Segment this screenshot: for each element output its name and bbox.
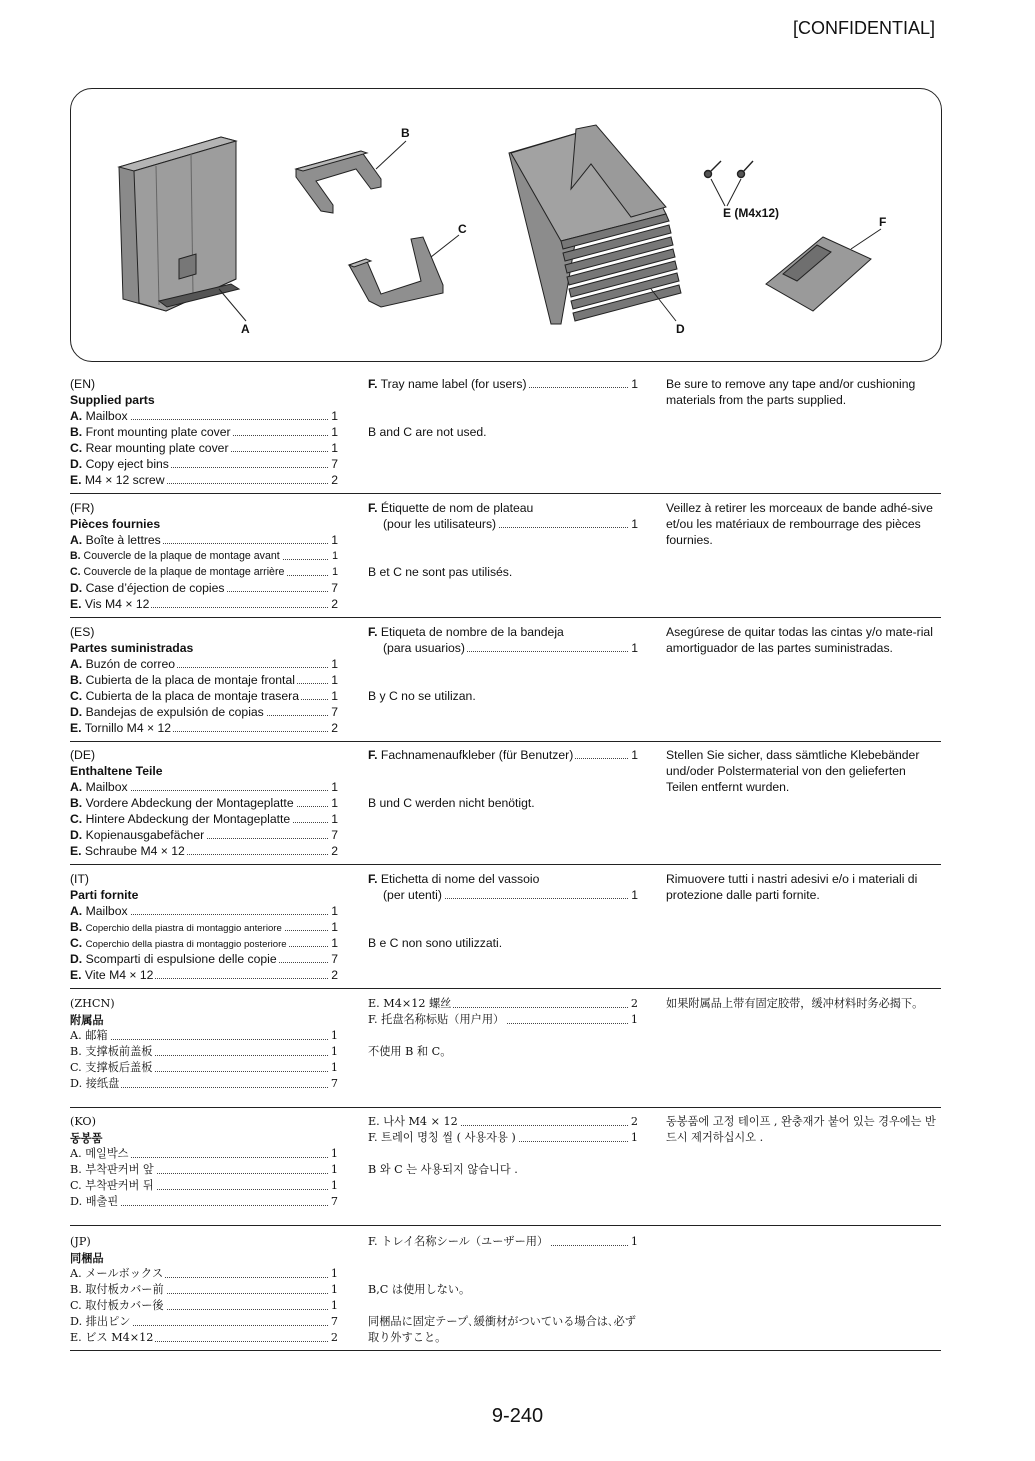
list-item-f: (pour les utilisateurs) 1 — [383, 517, 638, 531]
label-b: B — [401, 126, 410, 140]
list-item: E. Vis M4 × 12 2 — [70, 597, 338, 611]
list-item: C. Rear mounting plate cover 1 — [70, 441, 338, 455]
list-item: B. 取付板カバー前 1 — [70, 1283, 338, 1296]
label-column: F. Etichetta di nome del vassoio (per utenti) 1 B e C non sono utilizzati. — [368, 872, 638, 950]
parts-list — [70, 871, 338, 983]
section-zhcn — [70, 996, 941, 1108]
list-item: F. トレイ名称シール（ユーザー用） 1 — [368, 1235, 638, 1248]
list-item: D. Case d’éjection de copies 7 — [70, 581, 338, 595]
removal-note: 동봉품에 고정 테이프 , 완충재가 붙어 있는 경우에는 반드시 제거하십시오 . — [666, 1115, 936, 1144]
list-item: B. Front mounting plate cover 1 — [70, 425, 338, 439]
list-item: B. Cubierta de la placa de montaje frontal 1 — [70, 673, 338, 687]
not-used-note: 不使用 B 和 C。 — [368, 1045, 452, 1058]
section-title: Supplied parts — [70, 393, 155, 407]
mailbox-drawing — [119, 137, 239, 311]
not-used-note: B e C non sono utilizzati. — [368, 936, 503, 950]
section-title: Parti fornite — [70, 888, 139, 902]
list-item: C. 取付板カバー後 1 — [70, 1299, 338, 1312]
section-it — [70, 871, 941, 989]
section-title: Partes suministradas — [70, 641, 194, 655]
list-item: A. Mailbox 1 — [70, 409, 338, 423]
section-ko — [70, 1114, 941, 1226]
list-item: C. Couvercle de la plaque de montage arrière 1 — [70, 566, 338, 578]
list-item: E. Schraube M4 × 12 2 — [70, 844, 338, 858]
not-used-note: B,C は使用しない。 — [368, 1283, 471, 1296]
list-item: B. 支撑板前盖板 1 — [70, 1045, 338, 1058]
label-column — [368, 1234, 638, 1346]
removal-note: Veillez à retirer les morceaux de bande adhé-sive et/ou les matériaux de rembourrage des pièces fournies. — [666, 501, 933, 547]
list-item: B. Couvercle de la plaque de montage avant 1 — [70, 550, 338, 562]
label-column — [368, 747, 638, 811]
list-item: A. Boîte à lettres 1 — [70, 533, 338, 547]
list-item: D. Scomparti di espulsione delle copie 7 — [70, 952, 338, 966]
list-item: E. Tornillo M4 × 12 2 — [70, 721, 338, 735]
list-item: A. メールボックス 1 — [70, 1267, 338, 1280]
label-c: C — [458, 222, 467, 236]
not-used-note: B y C no se utilizan. — [368, 689, 476, 703]
section-jp — [70, 1234, 941, 1351]
label-a: A — [241, 322, 250, 336]
screws-drawing — [705, 161, 754, 206]
language-code: (ES) — [70, 625, 95, 639]
language-code: (EN) — [70, 377, 96, 391]
list-item: E. 나사 M4 × 12 2 — [368, 1115, 638, 1128]
list-item: F. 트레이 명칭 씰 ( 사용자용 ) 1 — [368, 1131, 638, 1144]
front-plate-cover-drawing — [296, 151, 381, 213]
language-code: (IT) — [70, 872, 89, 886]
list-item: A. Mailbox 1 — [70, 780, 338, 794]
list-item: E. M4 × 12 screw 2 — [70, 473, 338, 487]
language-code: (FR) — [70, 501, 95, 515]
section-title: 동봉품 — [70, 1131, 103, 1145]
removal-note: Rimuovere tutti i nastri adesivi e/o i materiali di protezione dalle parti fornite. — [666, 872, 918, 902]
section-es — [70, 624, 941, 742]
parts-list — [70, 500, 338, 612]
section-en — [70, 376, 941, 494]
language-code: (DE) — [70, 748, 96, 762]
list-item: E. M4×12 螺丝 2 — [368, 997, 638, 1010]
list-item: B. 부착판커버 앞 1 — [70, 1163, 338, 1176]
language-code: (ZHCN) — [70, 997, 115, 1010]
section-title: Pièces fournies — [70, 517, 161, 531]
parts-list — [70, 376, 338, 488]
list-item: C. Cubierta de la placa de montaje trasera 1 — [70, 689, 338, 703]
list-item: C. 支撑板后盖板 1 — [70, 1061, 338, 1074]
language-code: (JP) — [70, 1235, 91, 1248]
list-item-f: F. Tray name label (for users) 1 — [368, 377, 638, 391]
parts-list — [70, 1114, 338, 1210]
label-column: F. Etiqueta de nombre de la bandeja (para usuarios) 1 B y C no se utilizan. — [368, 625, 638, 703]
list-item-f: F. Fachnamenaufkleber (für Benutzer) 1 — [368, 748, 638, 762]
list-item: A. 邮箱 1 — [70, 1029, 338, 1042]
confidential-header: [CONFIDENTIAL] — [792, 18, 935, 38]
section-de — [70, 747, 941, 865]
list-item: C. Hintere Abdeckung der Montageplatte 1 — [70, 812, 338, 826]
list-item-f: (para usuarios) 1 — [383, 641, 638, 655]
page-number: 9-240 — [491, 1405, 544, 1427]
label-column — [368, 996, 638, 1060]
section-title: 附属品 — [70, 1013, 104, 1027]
not-used-note: B et C ne sont pas utilisés. — [368, 565, 513, 579]
rear-plate-cover-drawing — [349, 237, 443, 307]
label-e: E (M4x12) — [723, 206, 780, 220]
removal-note: Asegúrese de quitar todas las cintas y/o mate-rial amortiguador de las partes suministradas. — [666, 625, 933, 655]
language-code: (KO) — [70, 1115, 96, 1128]
list-item: A. 메일박스 1 — [70, 1147, 338, 1160]
section-title: Enthaltene Teile — [70, 764, 163, 778]
list-item: E. ビス M4×12 2 — [70, 1331, 338, 1344]
parts-list — [70, 996, 338, 1092]
parts-list — [70, 1234, 338, 1346]
list-item: C. 부착판커버 뒤 1 — [70, 1179, 338, 1192]
list-item-f: (per utenti) 1 — [383, 888, 638, 902]
section-fr — [70, 500, 941, 618]
list-item: D. 排出ピン 7 — [70, 1315, 338, 1328]
label-column — [368, 376, 638, 440]
not-used-note: B and C are not used. — [368, 425, 487, 439]
list-item: D. 接纸盘 7 — [70, 1077, 338, 1090]
label-column: F. Étiquette de nom de plateau (pour les utilisateurs) 1 B et C ne sont pas utilisés. — [368, 501, 638, 579]
list-item: E. Vite M4 × 12 2 — [70, 968, 338, 982]
parts-illustration — [70, 88, 942, 362]
tray-label-sheet-drawing — [766, 229, 881, 311]
label-d: D — [676, 322, 685, 336]
section-title: 同梱品 — [70, 1251, 104, 1265]
list-item: D. Copy eject bins 7 — [70, 457, 338, 471]
removal-note: 同梱品に固定テープ､緩衝材がついている場合は､必ず取り外すこと。 — [368, 1315, 636, 1344]
not-used-note: B und C werden nicht benötigt. — [368, 796, 535, 810]
parts-list — [70, 624, 338, 736]
removal-note: 如果附属品上带有固定胶带，缓冲材料时务必揭下。 — [666, 997, 924, 1010]
list-item: B. Coperchio della piastra di montaggio anteriore 1 — [70, 920, 338, 934]
list-item: D. Bandejas de expulsión de copias 7 — [70, 705, 338, 719]
list-item: C. Coperchio della piastra di montaggio posteriore 1 — [70, 936, 338, 950]
not-used-note: B 와 C 는 사용되지 않습니다 . — [368, 1163, 518, 1176]
list-item: A. Mailbox 1 — [70, 904, 338, 918]
list-item: A. Buzón de correo 1 — [70, 657, 338, 671]
label-column — [368, 1114, 638, 1178]
label-f: F — [879, 215, 887, 229]
list-item: D. Kopienausgabefächer 7 — [70, 828, 338, 842]
list-item: B. Vordere Abdeckung der Montageplatte 1 — [70, 796, 338, 810]
removal-note: Stellen Sie sicher, dass sämtliche Klebebänder und/oder Polstermaterial von den gelieferten Teilen entfernt wurden. — [666, 748, 920, 794]
parts-list — [70, 747, 338, 859]
list-item: F. 托盘名称标贴（用户用） 1 — [368, 1013, 638, 1026]
list-item: D. 배출핀 7 — [70, 1195, 338, 1208]
removal-note: Be sure to remove any tape and/or cushioning materials from the parts supplied. — [666, 377, 916, 407]
